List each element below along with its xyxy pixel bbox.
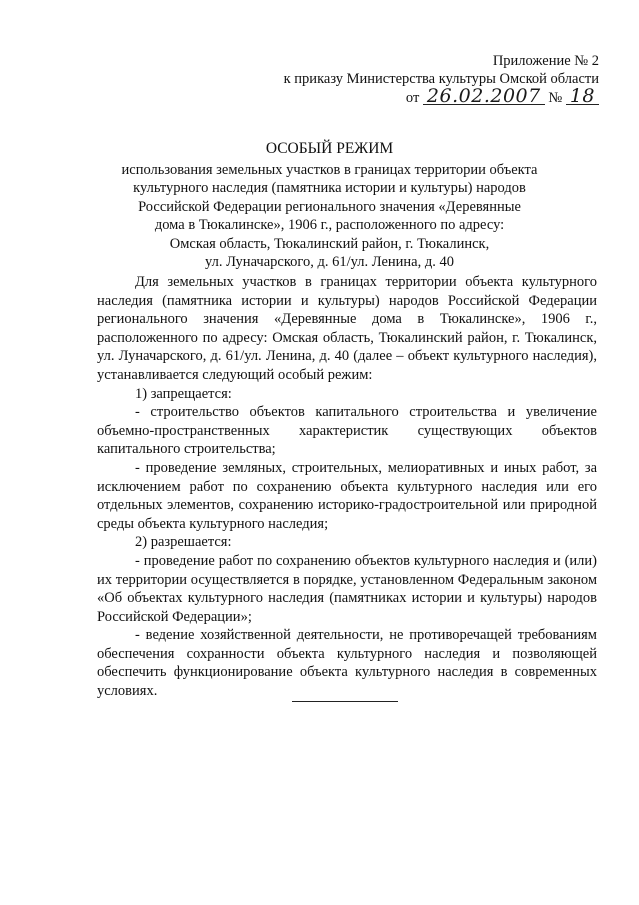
- title-line: Российской Федерации регионального значения «Деревянные: [138, 198, 521, 215]
- title-line: культурного наследия (памятника истории и культуры) народов: [133, 180, 526, 196]
- title-line: ул. Луначарского, д. 61/ул. Ленина, д. 40: [204, 254, 454, 270]
- handwritten-number: 18: [566, 88, 599, 105]
- permitted-item-economic: - ведение хозяйственной деятельности, не противоречащей требованиям обеспечения сохранности объекта культурного наследия и позволяющей обеспечить функционирование объекта культурного наследия в современных условиях.: [97, 627, 597, 700]
- date-prefix: от: [405, 90, 420, 106]
- section-permitted: 2) разрешается:: [135, 534, 232, 551]
- prohibited-item-construction: - строительство объектов капитального строительства и увеличение объемно-пространственных характеристик существующих объектов капитального строительства;: [97, 404, 597, 458]
- appendix-number: Приложение № 2: [492, 53, 599, 69]
- title-line: дома в Тюкалинске», 1906 г., расположенного по адресу:: [154, 217, 505, 233]
- number-prefix: №: [548, 90, 563, 106]
- permitted-item-preservation: - проведение работ по сохранению объектов культурного наследия и (или) их территории осуществляется в порядке, установленном Федеральным законом «Об объектах культурного наследия (памятниках истории и культуры) народов Российской Федерации»;: [97, 552, 597, 625]
- handwritten-date: 26.02.2007: [423, 88, 545, 105]
- document-title: [60, 140, 599, 272]
- prohibited-item-works: - проведение земляных, строительных, мелиоративных и иных работ, за исключением работ по сохранению объекта культурного наследия или его отдельных элементов, сохранению историко-градостроительной или природной среды объекта культурного наследия;: [97, 459, 597, 532]
- document-body: [97, 273, 597, 701]
- title-main: ОСОБЫЙ РЕЖИМ: [265, 140, 394, 157]
- title-line: использования земельных участков в границах территории объекта: [121, 161, 538, 178]
- closing-rule: [292, 701, 398, 702]
- title-line: Омская область, Тюкалинский район, г. Тюкалинск,: [169, 235, 490, 252]
- intro-paragraph: Для земельных участков в границах территории объекта культурного наследия (памятника истории и культуры) народов Российской Федерации регионального значения «Деревянные дома в Тюкалинске», 1906 г., расположенного по адресу: Омская область, Тюкалинский район, г. Тюкалинск, ул. Луначарского, д. 61/ул. Ленина, д. 40 (далее – объект культурного наследия), устанавливается следующий особый режим:: [97, 274, 597, 383]
- order-date-line: [405, 85, 599, 107]
- order-reference: к приказу Министерства культуры Омской области: [283, 71, 599, 87]
- appendix-header: [284, 52, 599, 107]
- section-prohibited: 1) запрещается:: [135, 385, 232, 402]
